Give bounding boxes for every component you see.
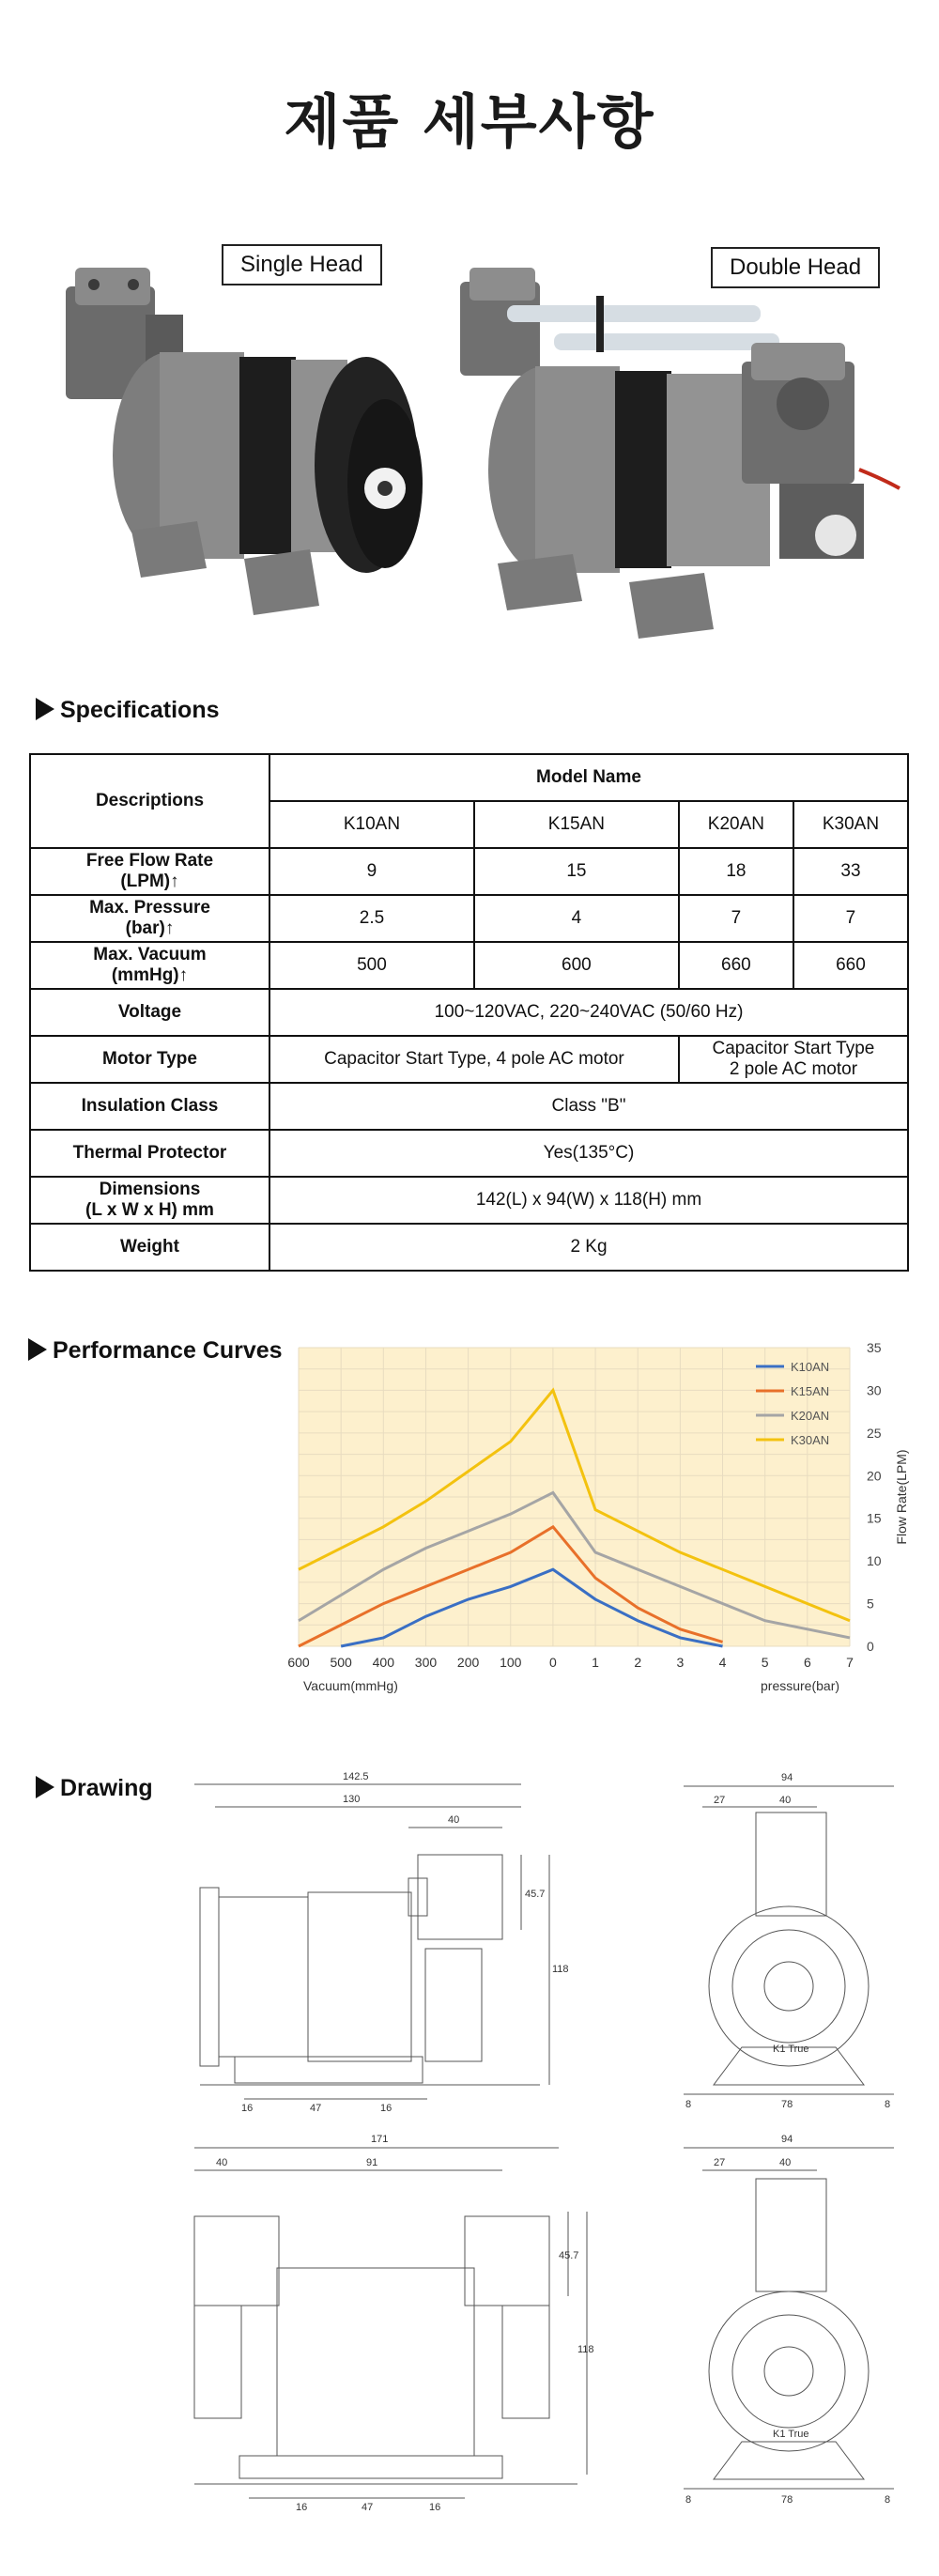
single-head-front-drawing (676, 1766, 901, 2113)
value-cell: 142(L) x 94(W) x 118(H) mm (269, 1177, 908, 1224)
rotor-label: K1 True (773, 2429, 809, 2440)
value-cell: 2 Kg (269, 1224, 908, 1271)
specifications-heading (36, 697, 220, 724)
row-label: Voltage (30, 989, 269, 1036)
dim-text: 40 (779, 1795, 792, 1806)
value-cell: 7 (793, 895, 908, 942)
dim-text: 130 (343, 1794, 361, 1805)
label-line: Max. Vacuum (93, 945, 207, 964)
dim-text: 171 (371, 2134, 389, 2145)
specifications-table (29, 753, 909, 1272)
performance-chart (0, 1338, 939, 1714)
label-line: Free Flow Rate (85, 851, 214, 871)
dim-text: 45.7 (559, 2250, 579, 2261)
legend-label: K10AN (791, 1360, 830, 1374)
model-cell: K30AN (793, 801, 908, 848)
value-cell: 500 (269, 942, 474, 989)
x-tick-label: 300 (414, 1655, 438, 1670)
x-axis-label-pressure: pressure(bar) (761, 1678, 840, 1693)
x-tick-label: 6 (803, 1655, 811, 1670)
value-cell: 600 (474, 942, 679, 989)
dim-text: 8 (685, 2494, 692, 2506)
value-cell: 18 (679, 848, 793, 895)
dim-text: 78 (781, 2099, 793, 2110)
y-tick-label: 25 (867, 1425, 882, 1441)
x-tick-label: 5 (761, 1655, 769, 1670)
dim-text: 8 (885, 2099, 891, 2110)
x-tick-label: 600 (287, 1655, 310, 1670)
performance-heading-text: Performance Curves (53, 1337, 283, 1364)
y-axis-label: Flow Rate(LPM) (894, 1449, 909, 1545)
table-row (30, 942, 908, 989)
dim-text: 40 (448, 1814, 460, 1826)
value-cell: Capacitor Start Type, 4 pole AC motor (269, 1036, 679, 1083)
single-head-pump-image (56, 249, 413, 634)
model-cell: K20AN (679, 801, 793, 848)
value-cell: 33 (793, 848, 908, 895)
descriptions-header: Descriptions (30, 754, 269, 848)
dim-text: 47 (310, 2103, 322, 2114)
value-cell: 7 (679, 895, 793, 942)
dim-text: 16 (429, 2502, 441, 2513)
model-cell: K10AN (269, 801, 474, 848)
value-cell: Yes(135°C) (269, 1130, 908, 1177)
dim-text: 47 (362, 2502, 374, 2513)
dim-text: 27 (714, 2157, 726, 2168)
dim-text: 8 (885, 2494, 891, 2506)
dim-text: 118 (577, 2344, 594, 2355)
y-tick-label: 35 (867, 1340, 882, 1355)
page-title: 제품 세부사항 (284, 87, 655, 156)
double-head-front-drawing (676, 2127, 901, 2512)
table-row (30, 1083, 908, 1130)
rotor-label: K1 True (773, 2044, 809, 2055)
label-line: (mmHg)↑ (111, 965, 189, 985)
dim-text: 16 (296, 2502, 308, 2513)
x-tick-label: 0 (549, 1655, 557, 1670)
performance-chart-svg (0, 1338, 939, 1714)
dim-text: 40 (216, 2157, 228, 2168)
value-cell: 9 (269, 848, 474, 895)
drawing-heading (36, 1775, 153, 1802)
x-tick-label: 500 (330, 1655, 352, 1670)
label-line: Max. Pressure (89, 898, 210, 918)
x-tick-label: 7 (846, 1655, 854, 1670)
model-cell: K15AN (474, 801, 679, 848)
row-label (30, 942, 269, 989)
y-tick-label: 0 (867, 1639, 874, 1654)
triangle-bullet-icon (36, 1776, 54, 1798)
y-tick-label: 10 (867, 1553, 882, 1569)
dim-text: 16 (241, 2103, 254, 2114)
row-label: Thermal Protector (30, 1130, 269, 1177)
dim-text: 40 (779, 2157, 792, 2168)
table-row (30, 848, 908, 895)
dim-text: 94 (781, 2134, 793, 2145)
table-row (30, 895, 908, 942)
double-head-side-drawing (183, 2127, 596, 2512)
table-row (30, 1177, 908, 1224)
value-cell: 2.5 (269, 895, 474, 942)
legend-label: K30AN (791, 1433, 830, 1447)
x-tick-label: 400 (372, 1655, 394, 1670)
value-cell: 4 (474, 895, 679, 942)
label-line: (LPM)↑ (120, 872, 179, 891)
value-cell: 660 (679, 942, 793, 989)
drawing-heading-text: Drawing (60, 1775, 153, 1801)
row-label (30, 1177, 269, 1224)
value-cell: 15 (474, 848, 679, 895)
single-head-label: Single Head (222, 244, 382, 285)
x-tick-label: 2 (634, 1655, 642, 1670)
table-header-row (30, 754, 908, 801)
dim-text: 78 (781, 2494, 793, 2506)
dim-text: 118 (552, 1964, 569, 1975)
legend-label: K20AN (791, 1409, 830, 1423)
y-tick-label: 30 (867, 1382, 882, 1398)
x-tick-label: 3 (676, 1655, 685, 1670)
row-label (30, 895, 269, 942)
table-row (30, 1130, 908, 1177)
dim-text: 91 (366, 2157, 378, 2168)
double-head-pump-image (441, 254, 901, 648)
y-tick-label: 5 (867, 1596, 874, 1612)
value-cell: Class "B" (269, 1083, 908, 1130)
row-label: Motor Type (30, 1036, 269, 1083)
model-name-header: Model Name (269, 754, 908, 801)
row-label (30, 848, 269, 895)
triangle-bullet-icon (36, 698, 54, 720)
row-label: Weight (30, 1224, 269, 1271)
x-tick-label: 1 (592, 1655, 599, 1670)
value-line: Capacitor Start Type (712, 1039, 875, 1058)
x-tick-label: 200 (456, 1655, 480, 1670)
legend-label: K15AN (791, 1384, 830, 1398)
dim-text: 45.7 (525, 1889, 546, 1900)
label-line: (L x W x H) mm (85, 1200, 214, 1220)
row-label: Insulation Class (30, 1083, 269, 1130)
y-tick-label: 20 (867, 1468, 882, 1484)
label-line: Dimensions (99, 1180, 201, 1199)
x-axis-label-vacuum: Vacuum(mmHg) (303, 1678, 398, 1693)
table-row (30, 989, 908, 1036)
specifications-heading-text: Specifications (60, 697, 220, 723)
double-head-label: Double Head (711, 247, 880, 288)
x-tick-label: 100 (500, 1655, 522, 1670)
dim-text: 16 (380, 2103, 393, 2114)
value-cell: 100~120VAC, 220~240VAC (50/60 Hz) (269, 989, 908, 1036)
y-tick-label: 15 (867, 1510, 882, 1526)
single-head-side-drawing (183, 1766, 569, 2114)
dim-text: 94 (781, 1772, 793, 1783)
value-line: 2 pole AC motor (729, 1059, 858, 1079)
dim-text: 8 (685, 2099, 692, 2110)
table-row (30, 1036, 908, 1083)
value-cell: 660 (793, 942, 908, 989)
dim-text: 27 (714, 1795, 726, 1806)
dim-text: 142.5 (343, 1771, 369, 1782)
value-cell (679, 1036, 908, 1083)
table-row (30, 1224, 908, 1271)
label-line: (bar)↑ (125, 918, 175, 938)
x-tick-label: 4 (718, 1655, 727, 1670)
